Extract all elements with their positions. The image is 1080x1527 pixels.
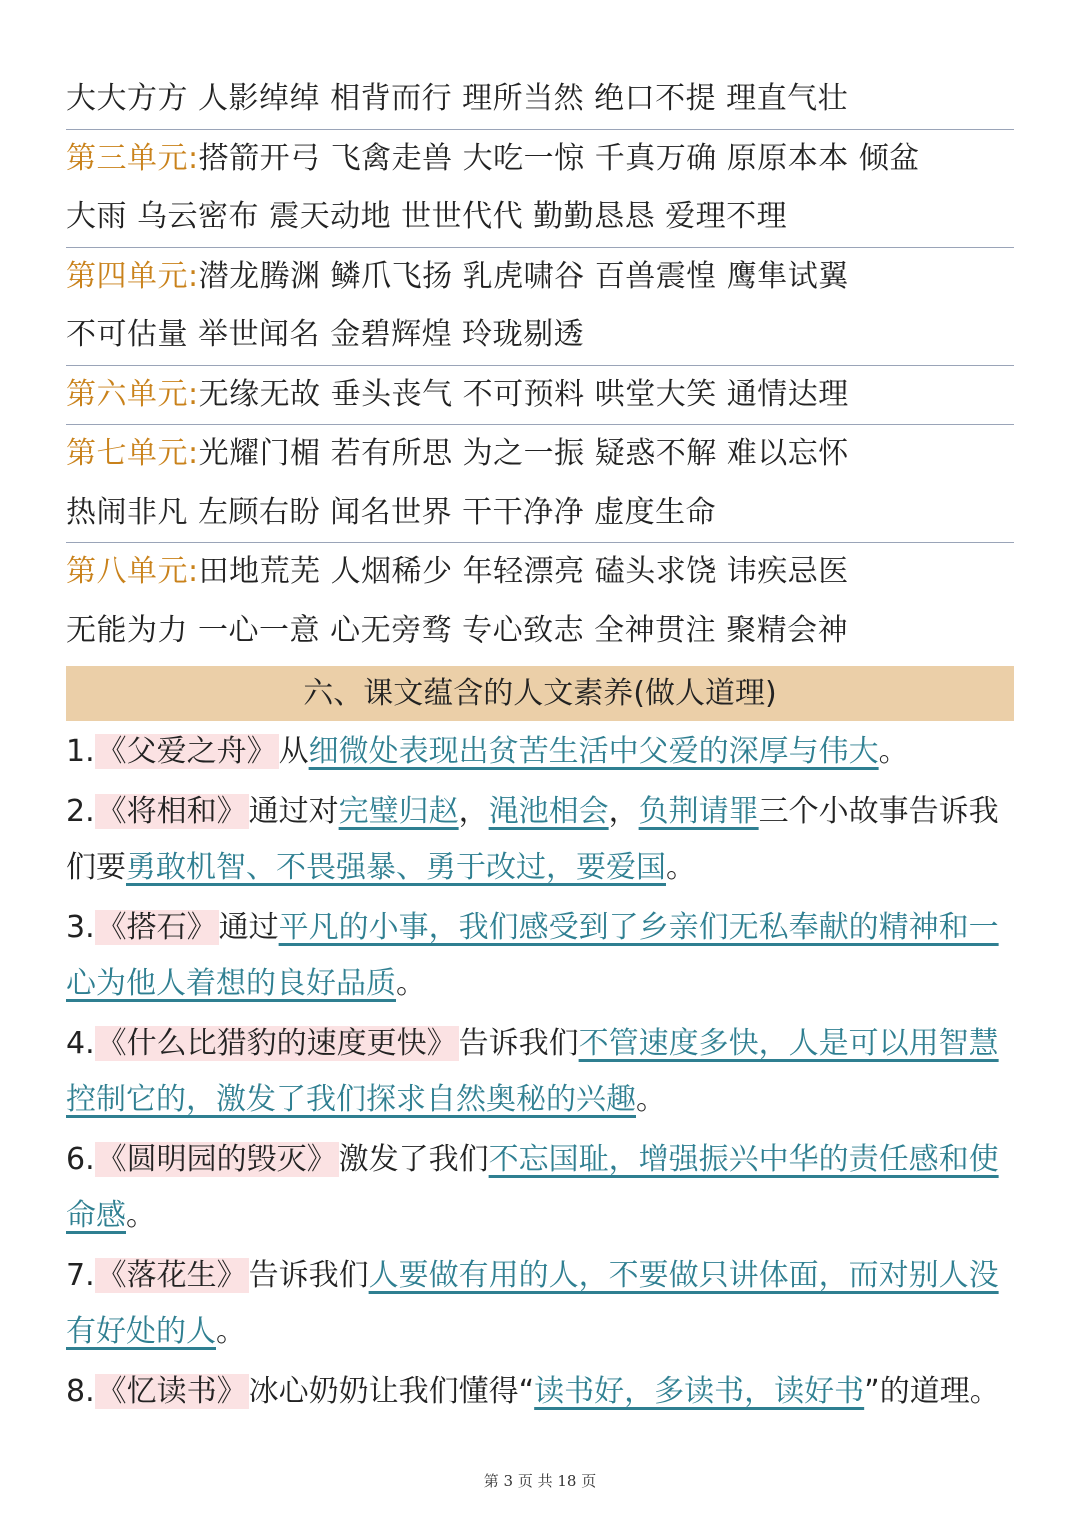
lesson-key-point: 细微处表现出贫苦生活中父爱的深厚与伟大 — [308, 734, 879, 769]
lesson-key-point: 读书好，多读书，读好书 — [534, 1373, 865, 1409]
lesson-text: 激发了我们 — [338, 1141, 489, 1177]
lesson-text: 通过 — [218, 909, 279, 945]
idiom-text: 潜龙腾渊 鳞爪飞扬 乳虎啸谷 百兽震惶 鹰隼试翼 — [198, 258, 849, 294]
lesson-text: 通过对 — [248, 793, 339, 829]
idiom-line — [66, 543, 1014, 602]
lesson-item-7 — [66, 1248, 1014, 1361]
lesson-key-point: 人要做有用的人，不要做只讲体面，而对别人没有好处的人 — [66, 1257, 999, 1349]
lesson-number: 7. — [66, 1257, 95, 1293]
lesson-key-point: 负荆请罪 — [638, 793, 759, 829]
unit-3-block — [66, 130, 1014, 248]
lesson-text: 从 — [278, 734, 309, 769]
idiom-text: 无缘无故 垂头丧气 不可预料 哄堂大笑 通情达理 — [198, 376, 849, 412]
page-footer: 第 3 页 共 18 页 — [483, 1472, 597, 1490]
lesson-text: 告诉我们 — [458, 1025, 579, 1061]
unit-7-block — [66, 425, 1014, 543]
document-page — [66, 70, 1014, 1420]
lesson-item-8 — [66, 1364, 1014, 1421]
lesson-title: 《将相和》 — [96, 793, 247, 829]
unit-label: 第七单元: — [66, 436, 199, 471]
lesson-text: 。 — [878, 734, 909, 769]
idiom-line: 不可估量 举世闻名 金碧辉煌 玲珑剔透 — [66, 317, 585, 352]
lesson-text: 冰心奶奶让我们懂得“ — [248, 1373, 535, 1409]
unit-label: 第六单元: — [66, 376, 199, 412]
idiom-block-top — [66, 70, 1014, 130]
lesson-title: 《搭石》 — [96, 909, 217, 945]
lesson-key-point: 勇敢机智、不畏强暴、勇于改过，要爱国 — [126, 850, 666, 885]
lesson-number: 2. — [66, 793, 95, 829]
section-title-banner: 六、课文蕴含的人文素养(做人道理) — [66, 666, 1014, 721]
lesson-text: 三个小故事告诉我们要 — [66, 793, 999, 885]
idiom-line — [66, 130, 1014, 189]
idiom-line: 无能为力 一心一意 心无旁骛 专心致志 全神贯注 聚精会神 — [66, 612, 849, 648]
lesson-text: ， — [608, 793, 639, 829]
lesson-title: 《圆明园的毁灭》 — [96, 1141, 337, 1177]
lesson-text: 。 — [126, 1198, 156, 1233]
idiom-line — [66, 366, 1014, 425]
idiom-line — [66, 248, 1014, 307]
lesson-text: 。 — [636, 1082, 666, 1117]
unit-label: 第八单元: — [66, 554, 199, 589]
lesson-title: 《落花生》 — [96, 1257, 247, 1293]
idiom-line: 大大方方 人影绰绰 相背而行 理所当然 绝口不提 理直气壮 — [66, 81, 849, 116]
lesson-text: 告诉我们 — [248, 1257, 369, 1293]
idiom-text: 田地荒芜 人烟稀少 年轻漂亮 磕头求饶 讳疾忌医 — [198, 554, 849, 589]
lesson-number: 6. — [66, 1141, 95, 1177]
lesson-number: 8. — [66, 1373, 95, 1409]
lesson-title: 《父爱之舟》 — [96, 734, 277, 769]
unit-label: 第三单元: — [66, 140, 199, 176]
unit-8-block — [66, 543, 1014, 660]
unit-4-block — [66, 248, 1014, 366]
lesson-number: 4. — [66, 1025, 95, 1061]
lesson-text: 。 — [216, 1314, 246, 1349]
lesson-text: ”的道理。 — [864, 1373, 1000, 1409]
lesson-number: 3. — [66, 909, 95, 945]
lesson-item-2 — [66, 784, 1014, 897]
idiom-line: 大雨 乌云密布 震天动地 世世代代 勤勤恳恳 爱理不理 — [66, 199, 788, 234]
lesson-key-point: 不忘国耻，增强振兴中华的责任感和使命感 — [66, 1141, 999, 1233]
lesson-text: ， — [458, 793, 489, 829]
unit-6-block — [66, 366, 1014, 426]
lesson-text: 。 — [666, 850, 696, 885]
lesson-title: 《什么比猎豹的速度更快》 — [96, 1025, 457, 1061]
lesson-item-1 — [66, 724, 1014, 781]
lesson-key-point: 平凡的小事，我们感受到了乡亲们无私奉献的精神和一心为他人着想的良好品质 — [66, 909, 999, 1001]
lesson-key-point: 完璧归赵 — [338, 793, 459, 829]
idiom-text: 光耀门楣 若有所思 为之一振 疑惑不解 难以忘怀 — [198, 436, 849, 471]
unit-label: 第四单元: — [66, 258, 199, 294]
lesson-item-3 — [66, 900, 1014, 1013]
lesson-key-point: 不管速度多快，人是可以用智慧控制它的，激发了我们探求自然奥秘的兴趣 — [66, 1025, 999, 1117]
lesson-item-4 — [66, 1016, 1014, 1129]
lesson-key-point: 渑池相会 — [488, 793, 609, 829]
lesson-text: 。 — [396, 966, 426, 1001]
lesson-item-6 — [66, 1132, 1014, 1245]
idiom-text: 搭箭开弓 飞禽走兽 大吃一惊 千真万确 原原本本 倾盆 — [198, 140, 920, 176]
lesson-title: 《忆读书》 — [96, 1373, 247, 1409]
idiom-line — [66, 425, 1014, 484]
idiom-line: 热闹非凡 左顾右盼 闻名世界 干干净净 虚度生命 — [66, 494, 717, 530]
lesson-number: 1. — [66, 734, 95, 769]
